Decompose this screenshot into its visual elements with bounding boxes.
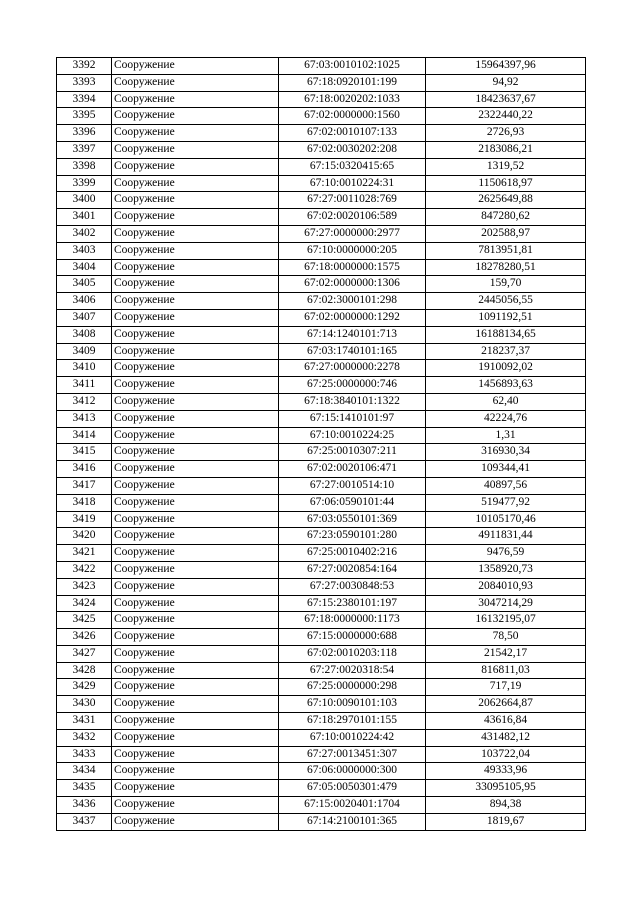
row-number-cell: 3400 xyxy=(57,192,112,209)
cadastral-value-cell: 62,40 xyxy=(426,393,586,410)
table-row xyxy=(57,561,586,578)
row-number-cell: 3408 xyxy=(57,326,112,343)
table-row xyxy=(57,158,586,175)
cadastral-value-cell: 40897,56 xyxy=(426,477,586,494)
row-number-cell: 3424 xyxy=(57,595,112,612)
cadastral-value-cell: 519477,92 xyxy=(426,494,586,511)
cadastral-number-cell: 67:15:0020401:1704 xyxy=(279,797,426,814)
object-type-cell: Сооружение xyxy=(112,91,279,108)
cadastral-number-cell: 67:27:0030848:53 xyxy=(279,578,426,595)
table-row xyxy=(57,494,586,511)
cadastral-value-cell: 847280,62 xyxy=(426,209,586,226)
cadastral-number-cell: 67:02:0000000:1306 xyxy=(279,276,426,293)
object-type-cell: Сооружение xyxy=(112,209,279,226)
table-row xyxy=(57,242,586,259)
cadastral-value-table xyxy=(56,57,586,831)
object-type-cell: Сооружение xyxy=(112,595,279,612)
cadastral-value-cell: 2183086,21 xyxy=(426,141,586,158)
table-row xyxy=(57,545,586,562)
object-type-cell: Сооружение xyxy=(112,780,279,797)
cadastral-number-cell: 67:18:0000000:1173 xyxy=(279,612,426,629)
table-row xyxy=(57,209,586,226)
row-number-cell: 3430 xyxy=(57,696,112,713)
cadastral-number-cell: 67:05:0050301:479 xyxy=(279,780,426,797)
row-number-cell: 3392 xyxy=(57,58,112,75)
cadastral-number-cell: 67:02:0010203:118 xyxy=(279,645,426,662)
object-type-cell: Сооружение xyxy=(112,461,279,478)
object-type-cell: Сооружение xyxy=(112,713,279,730)
object-type-cell: Сооружение xyxy=(112,225,279,242)
table-row xyxy=(57,578,586,595)
row-number-cell: 3420 xyxy=(57,528,112,545)
cadastral-number-cell: 67:03:0550101:369 xyxy=(279,511,426,528)
cadastral-value-cell: 1150618,97 xyxy=(426,175,586,192)
row-number-cell: 3405 xyxy=(57,276,112,293)
cadastral-value-cell: 16188134,65 xyxy=(426,326,586,343)
row-number-cell: 3413 xyxy=(57,410,112,427)
cadastral-value-cell: 78,50 xyxy=(426,629,586,646)
row-number-cell: 3436 xyxy=(57,797,112,814)
table-row xyxy=(57,729,586,746)
cadastral-number-cell: 67:25:0000000:298 xyxy=(279,679,426,696)
cadastral-value-cell: 3047214,29 xyxy=(426,595,586,612)
object-type-cell: Сооружение xyxy=(112,326,279,343)
table-row xyxy=(57,444,586,461)
cadastral-value-cell: 1091192,51 xyxy=(426,309,586,326)
cadastral-value-cell: 2445056,55 xyxy=(426,293,586,310)
table-row xyxy=(57,713,586,730)
cadastral-value-cell: 816811,03 xyxy=(426,662,586,679)
table-row xyxy=(57,58,586,75)
cadastral-number-cell: 67:25:0010402:216 xyxy=(279,545,426,562)
table-row xyxy=(57,427,586,444)
object-type-cell: Сооружение xyxy=(112,545,279,562)
table-row xyxy=(57,797,586,814)
cadastral-number-cell: 67:27:0020854:164 xyxy=(279,561,426,578)
object-type-cell: Сооружение xyxy=(112,343,279,360)
table-row xyxy=(57,377,586,394)
object-type-cell: Сооружение xyxy=(112,729,279,746)
table-row xyxy=(57,108,586,125)
cadastral-number-cell: 67:02:0000000:1292 xyxy=(279,309,426,326)
table-row xyxy=(57,763,586,780)
cadastral-number-cell: 67:02:0020106:471 xyxy=(279,461,426,478)
cadastral-number-cell: 67:10:0010224:42 xyxy=(279,729,426,746)
cadastral-value-cell: 10105170,46 xyxy=(426,511,586,528)
object-type-cell: Сооружение xyxy=(112,444,279,461)
object-type-cell: Сооружение xyxy=(112,360,279,377)
cadastral-number-cell: 67:14:2100101:365 xyxy=(279,813,426,830)
cadastral-value-cell: 2084010,93 xyxy=(426,578,586,595)
table-row xyxy=(57,612,586,629)
cadastral-value-cell: 15964397,96 xyxy=(426,58,586,75)
cadastral-number-cell: 67:18:0920101:199 xyxy=(279,74,426,91)
table-row xyxy=(57,225,586,242)
row-number-cell: 3419 xyxy=(57,511,112,528)
table-row xyxy=(57,293,586,310)
cadastral-value-cell: 2726,93 xyxy=(426,125,586,142)
cadastral-number-cell: 67:14:1240101:713 xyxy=(279,326,426,343)
cadastral-number-cell: 67:10:0010224:31 xyxy=(279,175,426,192)
cadastral-value-cell: 431482,12 xyxy=(426,729,586,746)
object-type-cell: Сооружение xyxy=(112,108,279,125)
cadastral-number-cell: 67:06:0590101:44 xyxy=(279,494,426,511)
object-type-cell: Сооружение xyxy=(112,612,279,629)
row-number-cell: 3395 xyxy=(57,108,112,125)
cadastral-value-cell: 18278280,51 xyxy=(426,259,586,276)
cadastral-number-cell: 67:10:0090101:103 xyxy=(279,696,426,713)
object-type-cell: Сооружение xyxy=(112,141,279,158)
cadastral-number-cell: 67:27:0011028:769 xyxy=(279,192,426,209)
object-type-cell: Сооружение xyxy=(112,309,279,326)
row-number-cell: 3415 xyxy=(57,444,112,461)
cadastral-number-cell: 67:02:0000000:1560 xyxy=(279,108,426,125)
cadastral-value-cell: 2625649,88 xyxy=(426,192,586,209)
table-row xyxy=(57,477,586,494)
row-number-cell: 3396 xyxy=(57,125,112,142)
cadastral-number-cell: 67:03:1740101:165 xyxy=(279,343,426,360)
table-row xyxy=(57,175,586,192)
object-type-cell: Сооружение xyxy=(112,645,279,662)
cadastral-value-cell: 894,38 xyxy=(426,797,586,814)
cadastral-number-cell: 67:27:0020318:54 xyxy=(279,662,426,679)
cadastral-number-cell: 67:27:0013451:307 xyxy=(279,746,426,763)
cadastral-value-cell: 94,92 xyxy=(426,74,586,91)
row-number-cell: 3409 xyxy=(57,343,112,360)
row-number-cell: 3394 xyxy=(57,91,112,108)
cadastral-value-cell: 2062664,87 xyxy=(426,696,586,713)
cadastral-number-cell: 67:18:2970101:155 xyxy=(279,713,426,730)
cadastral-number-cell: 67:06:0000000:300 xyxy=(279,763,426,780)
cadastral-number-cell: 67:02:3000101:298 xyxy=(279,293,426,310)
row-number-cell: 3428 xyxy=(57,662,112,679)
table-row xyxy=(57,746,586,763)
table-row xyxy=(57,511,586,528)
row-number-cell: 3406 xyxy=(57,293,112,310)
row-number-cell: 3422 xyxy=(57,561,112,578)
cadastral-number-cell: 67:15:2380101:197 xyxy=(279,595,426,612)
cadastral-value-cell: 103722,04 xyxy=(426,746,586,763)
table-row xyxy=(57,595,586,612)
cadastral-number-cell: 67:18:3840101:1322 xyxy=(279,393,426,410)
table-row xyxy=(57,679,586,696)
cadastral-value-cell: 21542,17 xyxy=(426,645,586,662)
row-number-cell: 3407 xyxy=(57,309,112,326)
object-type-cell: Сооружение xyxy=(112,662,279,679)
cadastral-value-cell: 43616,84 xyxy=(426,713,586,730)
object-type-cell: Сооружение xyxy=(112,58,279,75)
row-number-cell: 3401 xyxy=(57,209,112,226)
object-type-cell: Сооружение xyxy=(112,393,279,410)
cadastral-value-cell: 16132195,07 xyxy=(426,612,586,629)
cadastral-value-cell: 218237,37 xyxy=(426,343,586,360)
object-type-cell: Сооружение xyxy=(112,477,279,494)
table-row xyxy=(57,141,586,158)
cadastral-number-cell: 67:10:0000000:205 xyxy=(279,242,426,259)
cadastral-value-cell: 717,19 xyxy=(426,679,586,696)
object-type-cell: Сооружение xyxy=(112,410,279,427)
table-row xyxy=(57,780,586,797)
cadastral-value-cell: 109344,41 xyxy=(426,461,586,478)
row-number-cell: 3416 xyxy=(57,461,112,478)
row-number-cell: 3432 xyxy=(57,729,112,746)
cadastral-number-cell: 67:15:0000000:688 xyxy=(279,629,426,646)
cadastral-value-cell: 1358920,73 xyxy=(426,561,586,578)
row-number-cell: 3398 xyxy=(57,158,112,175)
object-type-cell: Сооружение xyxy=(112,427,279,444)
row-number-cell: 3437 xyxy=(57,813,112,830)
table-row xyxy=(57,309,586,326)
object-type-cell: Сооружение xyxy=(112,746,279,763)
cadastral-value-cell: 1,31 xyxy=(426,427,586,444)
row-number-cell: 3402 xyxy=(57,225,112,242)
table-row xyxy=(57,393,586,410)
row-number-cell: 3399 xyxy=(57,175,112,192)
cadastral-number-cell: 67:18:0020202:1033 xyxy=(279,91,426,108)
cadastral-number-cell: 67:25:0010307:211 xyxy=(279,444,426,461)
table-row xyxy=(57,662,586,679)
row-number-cell: 3427 xyxy=(57,645,112,662)
table-row xyxy=(57,528,586,545)
cadastral-number-cell: 67:02:0010107:133 xyxy=(279,125,426,142)
row-number-cell: 3425 xyxy=(57,612,112,629)
object-type-cell: Сооружение xyxy=(112,511,279,528)
table-row xyxy=(57,91,586,108)
table-row xyxy=(57,276,586,293)
row-number-cell: 3393 xyxy=(57,74,112,91)
table-row xyxy=(57,74,586,91)
row-number-cell: 3403 xyxy=(57,242,112,259)
table-row xyxy=(57,343,586,360)
object-type-cell: Сооружение xyxy=(112,813,279,830)
cadastral-value-cell: 1910092,02 xyxy=(426,360,586,377)
table-row xyxy=(57,326,586,343)
table-row xyxy=(57,192,586,209)
cadastral-value-cell: 7813951,81 xyxy=(426,242,586,259)
cadastral-number-cell: 67:15:1410101:97 xyxy=(279,410,426,427)
cadastral-value-cell: 49333,96 xyxy=(426,763,586,780)
table-row xyxy=(57,696,586,713)
object-type-cell: Сооружение xyxy=(112,494,279,511)
cadastral-number-cell: 67:15:0320415:65 xyxy=(279,158,426,175)
object-type-cell: Сооружение xyxy=(112,175,279,192)
row-number-cell: 3426 xyxy=(57,629,112,646)
cadastral-number-cell: 67:02:0030202:208 xyxy=(279,141,426,158)
cadastral-value-cell: 202588,97 xyxy=(426,225,586,242)
object-type-cell: Сооружение xyxy=(112,74,279,91)
object-type-cell: Сооружение xyxy=(112,259,279,276)
object-type-cell: Сооружение xyxy=(112,377,279,394)
cadastral-number-cell: 67:27:0000000:2977 xyxy=(279,225,426,242)
cadastral-value-cell: 42224,76 xyxy=(426,410,586,427)
object-type-cell: Сооружение xyxy=(112,125,279,142)
table-row xyxy=(57,461,586,478)
object-type-cell: Сооружение xyxy=(112,629,279,646)
row-number-cell: 3434 xyxy=(57,763,112,780)
table-row xyxy=(57,410,586,427)
row-number-cell: 3431 xyxy=(57,713,112,730)
object-type-cell: Сооружение xyxy=(112,276,279,293)
cadastral-value-cell: 159,70 xyxy=(426,276,586,293)
cadastral-number-cell: 67:03:0010102:1025 xyxy=(279,58,426,75)
cadastral-number-cell: 67:27:0010514:10 xyxy=(279,477,426,494)
object-type-cell: Сооружение xyxy=(112,293,279,310)
table-body xyxy=(57,58,586,831)
cadastral-number-cell: 67:18:0000000:1575 xyxy=(279,259,426,276)
row-number-cell: 3412 xyxy=(57,393,112,410)
cadastral-value-cell: 316930,34 xyxy=(426,444,586,461)
object-type-cell: Сооружение xyxy=(112,679,279,696)
table-row xyxy=(57,125,586,142)
table-row xyxy=(57,629,586,646)
cadastral-number-cell: 67:27:0000000:2278 xyxy=(279,360,426,377)
cadastral-number-cell: 67:23:0590101:280 xyxy=(279,528,426,545)
cadastral-value-cell: 33095105,95 xyxy=(426,780,586,797)
cadastral-number-cell: 67:02:0020106:589 xyxy=(279,209,426,226)
cadastral-number-cell: 67:25:0000000:746 xyxy=(279,377,426,394)
row-number-cell: 3421 xyxy=(57,545,112,562)
object-type-cell: Сооружение xyxy=(112,192,279,209)
row-number-cell: 3397 xyxy=(57,141,112,158)
cadastral-value-cell: 18423637,67 xyxy=(426,91,586,108)
cadastral-value-cell: 1319,52 xyxy=(426,158,586,175)
cadastral-value-cell: 4911831,44 xyxy=(426,528,586,545)
row-number-cell: 3411 xyxy=(57,377,112,394)
table-row xyxy=(57,259,586,276)
row-number-cell: 3418 xyxy=(57,494,112,511)
row-number-cell: 3423 xyxy=(57,578,112,595)
cadastral-value-cell: 2322440,22 xyxy=(426,108,586,125)
object-type-cell: Сооружение xyxy=(112,528,279,545)
object-type-cell: Сооружение xyxy=(112,797,279,814)
cadastral-value-cell: 1819,67 xyxy=(426,813,586,830)
row-number-cell: 3435 xyxy=(57,780,112,797)
table-row xyxy=(57,813,586,830)
cadastral-value-cell: 1456893,63 xyxy=(426,377,586,394)
object-type-cell: Сооружение xyxy=(112,561,279,578)
cadastral-value-cell: 9476,59 xyxy=(426,545,586,562)
object-type-cell: Сооружение xyxy=(112,578,279,595)
cadastral-number-cell: 67:10:0010224:25 xyxy=(279,427,426,444)
row-number-cell: 3410 xyxy=(57,360,112,377)
row-number-cell: 3429 xyxy=(57,679,112,696)
table-row xyxy=(57,645,586,662)
object-type-cell: Сооружение xyxy=(112,242,279,259)
row-number-cell: 3404 xyxy=(57,259,112,276)
object-type-cell: Сооружение xyxy=(112,763,279,780)
table-row xyxy=(57,360,586,377)
row-number-cell: 3417 xyxy=(57,477,112,494)
row-number-cell: 3414 xyxy=(57,427,112,444)
object-type-cell: Сооружение xyxy=(112,696,279,713)
object-type-cell: Сооружение xyxy=(112,158,279,175)
row-number-cell: 3433 xyxy=(57,746,112,763)
